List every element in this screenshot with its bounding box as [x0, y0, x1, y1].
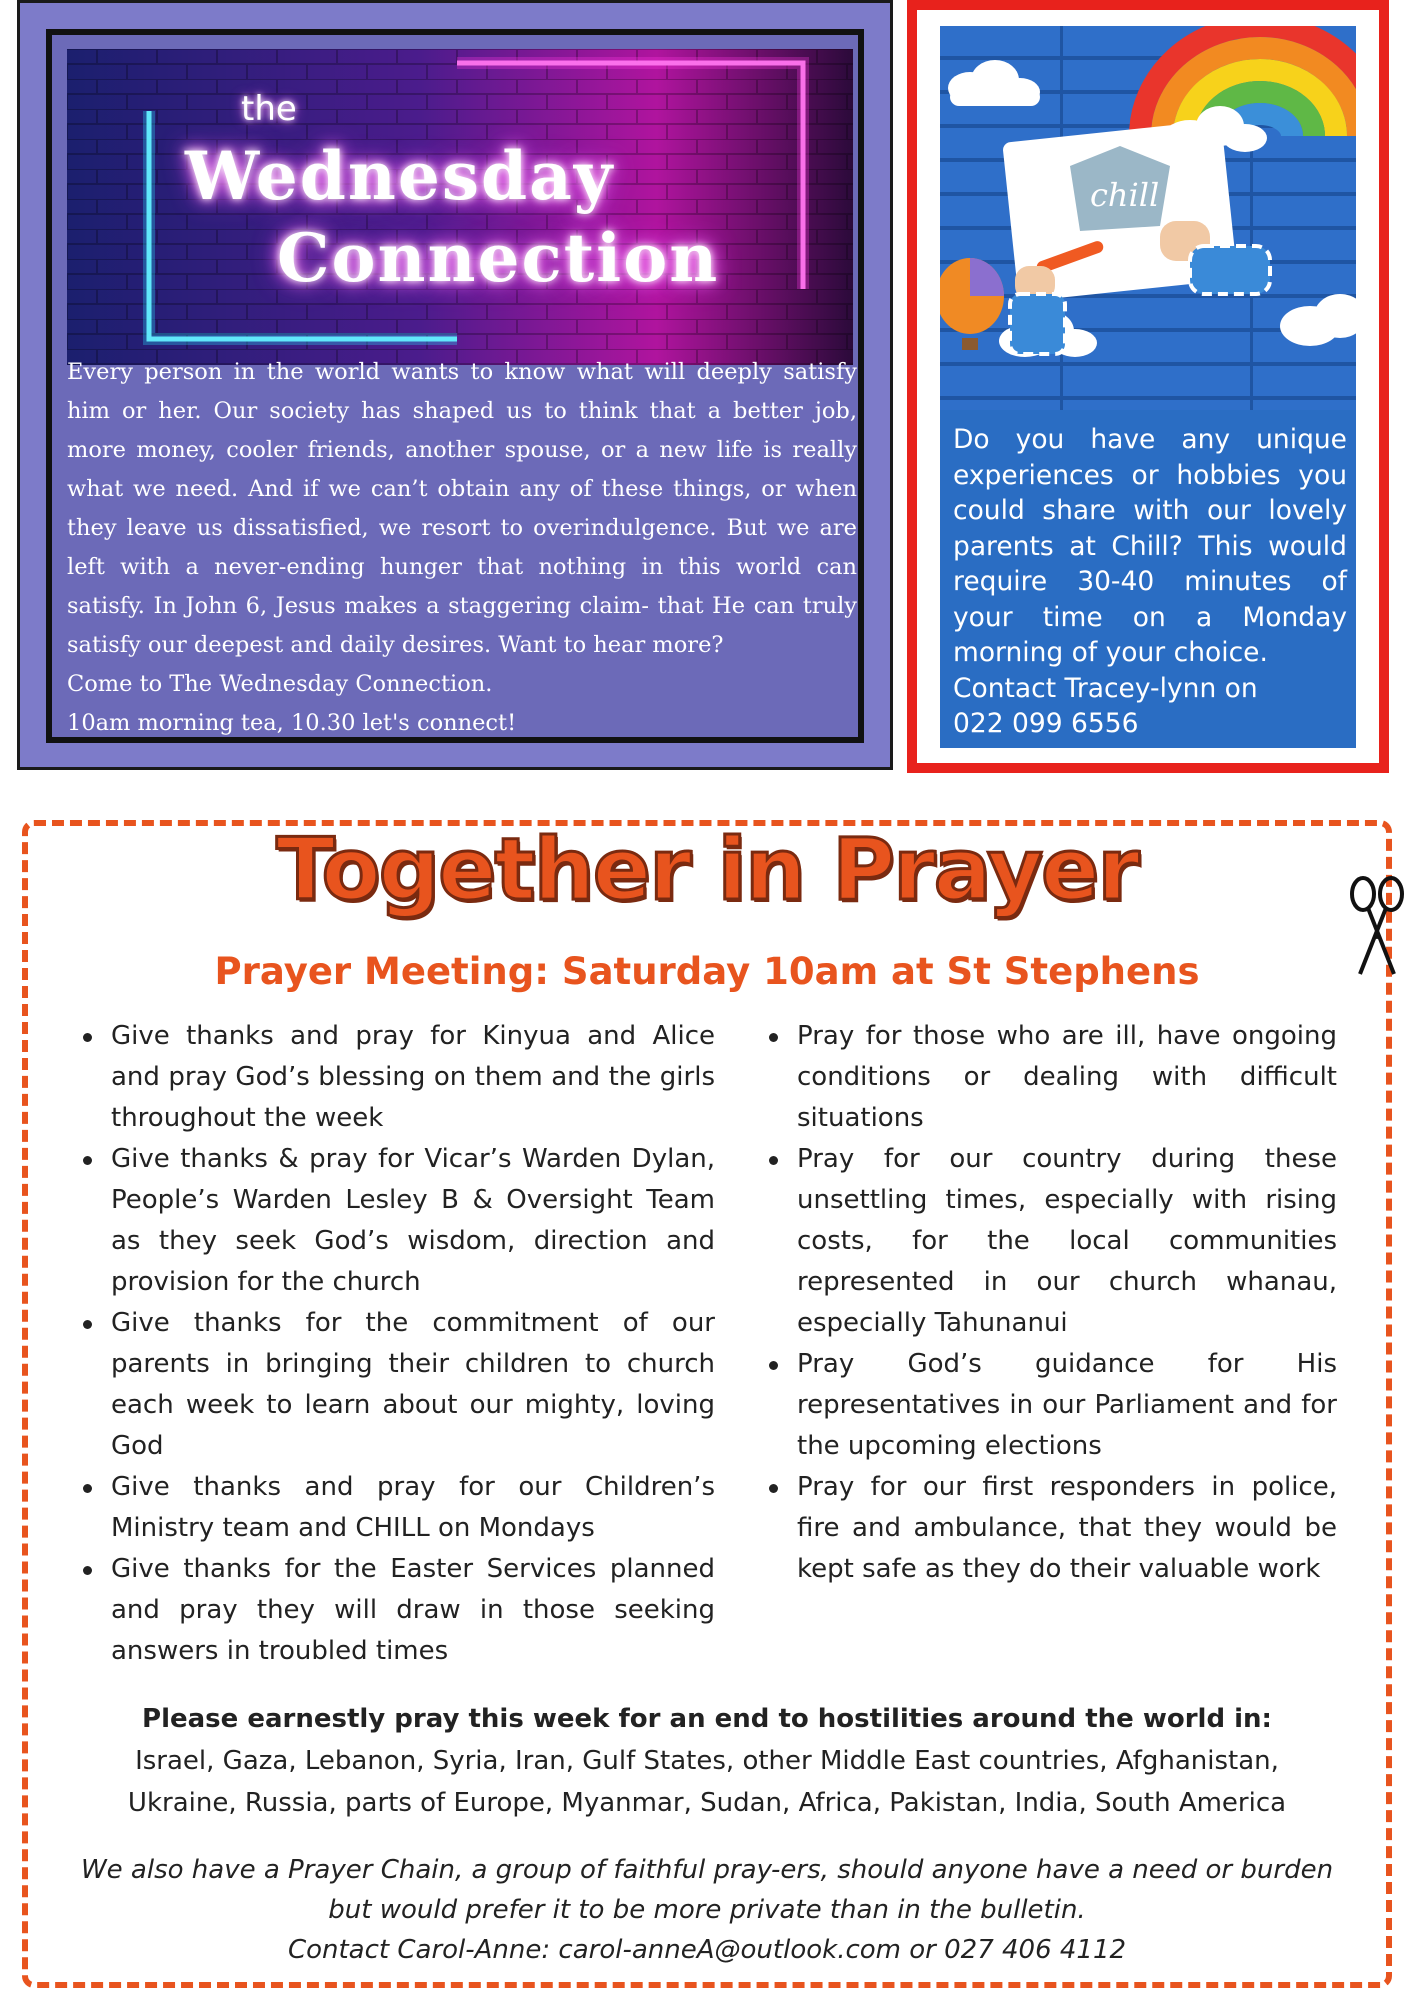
- hostilities-countries-line-1: Israel, Gaza, Lebanon, Syria, Iran, Gulf States, other Middle East countries, Afghanistan,: [135, 1746, 1279, 1776]
- prayer-title: Together in Prayer: [276, 820, 1138, 920]
- wednesday-connection-panel: [17, 0, 893, 770]
- list-item: [769, 1467, 1337, 1590]
- prayer-list-left: [83, 1016, 715, 1672]
- chill-board-text: chill: [1090, 176, 1160, 214]
- chill-inner: [940, 26, 1356, 748]
- list-item: [769, 1139, 1337, 1344]
- wednesday-connection-text: [67, 353, 857, 743]
- list-item: [83, 1016, 715, 1139]
- prayer-chain-note: [60, 1850, 1354, 1970]
- list-item: [769, 1016, 1337, 1139]
- list-item-text: Give thanks for the commitment of our parents in bringing their children to church each week to learn about our mighty, loving God: [111, 1308, 715, 1461]
- list-item: [83, 1139, 715, 1303]
- list-item: [83, 1303, 715, 1467]
- list-item-text: Pray God’s guidance for His representatives in our Parliament and for the upcoming elections: [797, 1349, 1337, 1461]
- chill-text: [953, 422, 1347, 742]
- wednesday-time: 10am morning tea, 10.30 let's connect!: [67, 710, 517, 736]
- hostilities-countries-line-2: Ukraine, Russia, parts of Europe, Myanmar, Sudan, Africa, Pakistan, India, South America: [127, 1788, 1287, 1818]
- prayer-chain-line-2: but would prefer it to be more private than in the bulletin.: [328, 1895, 1086, 1925]
- list-item: [83, 1549, 715, 1672]
- chill-body: Do you have any unique experiences or hobbies you could share with our lovely parents at Chill? This would require 30-40 minutes of your time on a Monday morning of your choice.: [953, 424, 1347, 668]
- hostilities-heading: Please earnestly pray this week for an end to hostilities around the world in:: [142, 1704, 1272, 1734]
- list-item-text: Pray for our country during these unsettling times, especially with rising costs, for the local communities represented in our church whanau, especially Tahunanui: [797, 1144, 1337, 1338]
- chill-photo: [940, 26, 1356, 410]
- prayer-meeting-subtitle: Prayer Meeting: Saturday 10am at St Stephens: [214, 950, 1200, 993]
- prayer-list-right: [769, 1016, 1337, 1590]
- prayer-chain-line-1: We also have a Prayer Chain, a group of faithful pray-ers, should anyone have a need or burden: [80, 1855, 1334, 1885]
- chill-phone: 022 099 6556: [953, 708, 1139, 739]
- list-item: [83, 1467, 715, 1549]
- wednesday-invite: Come to The Wednesday Connection.: [67, 671, 493, 697]
- chill-panel: [907, 0, 1389, 773]
- wednesday-connection-inner: [46, 29, 864, 743]
- banner-title-line-2: Connection: [277, 219, 720, 297]
- list-item-text: Pray for our first responders in police, fire and ambulance, that they would be kept safe as they do their valuable work: [797, 1472, 1337, 1584]
- prayer-chain-contact: Contact Carol-Anne: carol-anneA@outlook.com or 027 406 4112: [287, 1935, 1127, 1965]
- banner-title-line-1: Wednesday: [185, 137, 615, 215]
- wednesday-body: Every person in the world wants to know what will deeply satisfy him or her. Our society has shaped us to think that a better job, more money, cooler friends, another spouse, or a new life is really what we need. And if we can’t obtain any of these things, or when they leave us dissatisfied, we resort to overindulgence. But we are left with a never-ending hunger that nothing in this world can satisfy. In John 6, Jesus makes a staggering claim- that He can truly satisfy our deepest and daily desires. Want to hear more?: [67, 359, 857, 658]
- chill-illustration: [940, 26, 1356, 410]
- list-item-text: Give thanks and pray for Kinyua and Alice and pray God’s blessing on them and the girls throughout the week: [111, 1021, 715, 1133]
- list-item-text: Give thanks & pray for Vicar’s Warden Dylan, People’s Warden Lesley B & Oversight Team as they seek God’s wisdom, direction and provision for the church: [111, 1144, 715, 1297]
- list-item-text: Give thanks for the Easter Services planned and pray they will draw in those seeking answers in troubled times: [111, 1554, 715, 1666]
- chill-contact: Contact Tracey-lynn on: [953, 672, 1258, 704]
- banner-small-the: the: [241, 89, 297, 129]
- list-item-text: Pray for those who are ill, have ongoing conditions or dealing with difficult situations: [797, 1021, 1337, 1133]
- wednesday-connection-banner: [67, 49, 853, 365]
- list-item-text: Give thanks and pray for our Children’s Ministry team and CHILL on Mondays: [111, 1472, 715, 1543]
- hostilities-section: [60, 1698, 1354, 1824]
- list-item: [769, 1344, 1337, 1467]
